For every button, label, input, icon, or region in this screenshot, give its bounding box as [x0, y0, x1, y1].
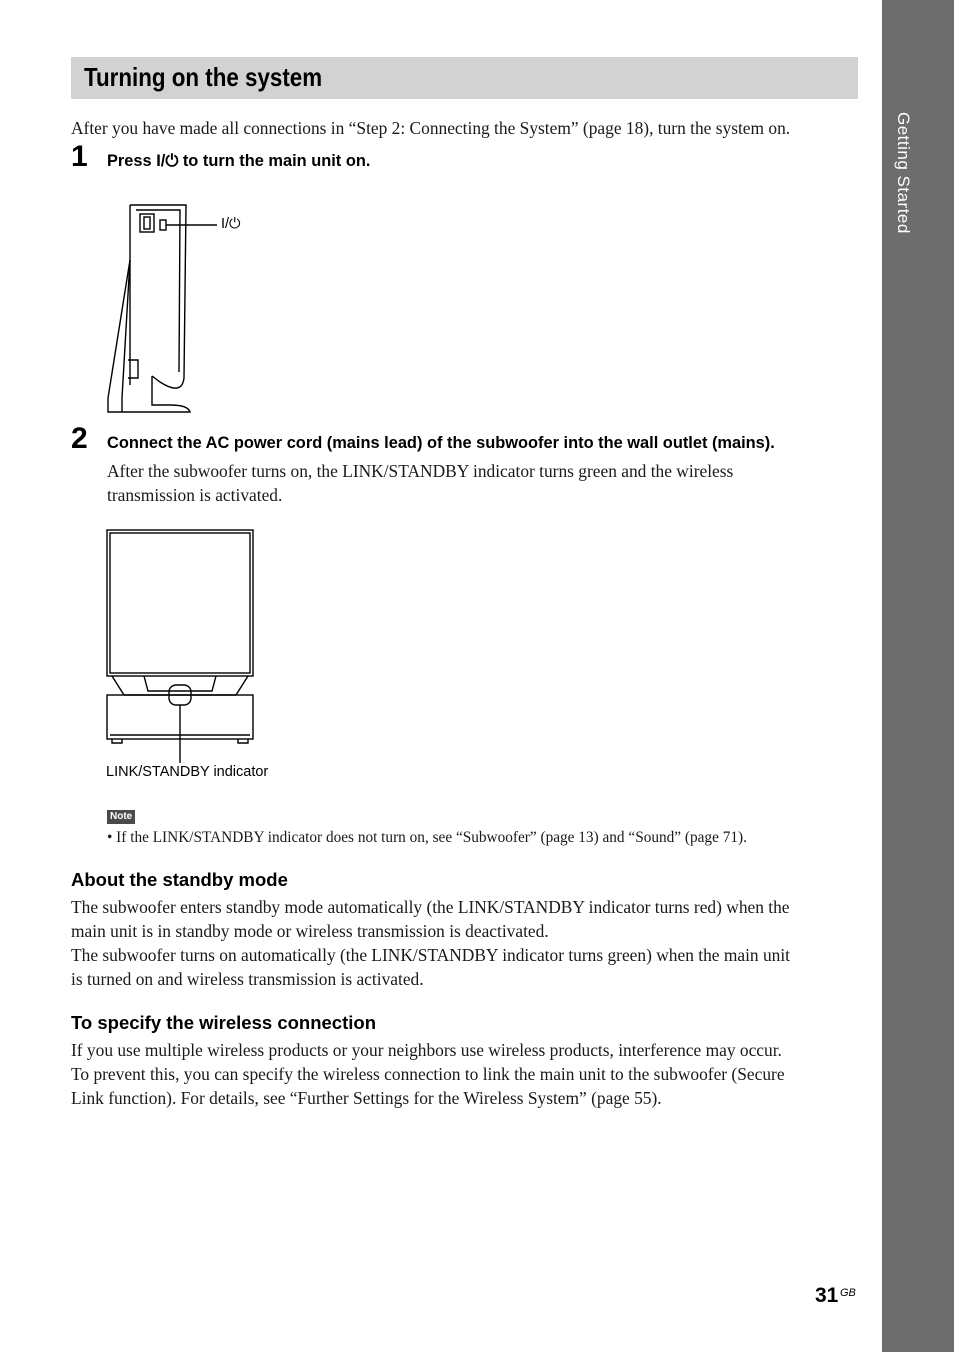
subwoofer-illustration	[100, 525, 270, 770]
standby-line-1: The subwoofer enters standby mode automatically (the LINK/STANDBY indicator turns red) when the	[71, 897, 790, 917]
page-number-suffix: GB	[840, 1287, 856, 1299]
step-2-heading: Connect the AC power cord (mains lead) of the subwoofer into the wall outlet (mains).	[107, 434, 775, 452]
note-text: • If the LINK/STANDBY indicator does not turn on, see “Subwoofer” (page 13) and “Sound” (page 71).	[107, 829, 747, 846]
main-unit-illustration	[100, 200, 260, 420]
wireless-line-1: If you use multiple wireless products or your neighbors use wireless products, interference may occur.	[71, 1040, 782, 1060]
step-2-body-line2: transmission is activated.	[107, 485, 283, 505]
title-bar	[71, 57, 858, 99]
step-1-number: 1	[71, 140, 88, 173]
step-2-body-line1: After the subwoofer turns on, the LINK/STANDBY indicator turns green and the wireless	[107, 461, 734, 481]
power-button-callout: I/⏻	[221, 216, 241, 232]
standby-line-2: main unit is in standby mode or wireless transmission is deactivated.	[71, 921, 549, 941]
standby-heading: About the standby mode	[71, 869, 288, 890]
step-2-number: 2	[71, 422, 88, 455]
step-1-heading: Press I/⏻ to turn the main unit on.	[107, 152, 371, 170]
note-badge: Note	[107, 810, 135, 824]
wireless-line-3: Link function). For details, see “Further Settings for the Wireless System” (page 55).	[71, 1088, 662, 1108]
page-title: Turning on the system	[84, 62, 323, 92]
wireless-line-2: To prevent this, you can specify the wireless connection to link the main unit to the subwoofer (Secure	[71, 1064, 785, 1084]
link-standby-callout: LINK/STANDBY indicator	[106, 764, 269, 780]
intro-paragraph: After you have made all connections in “Step 2: Connecting the System” (page 18), turn the system on.	[71, 118, 791, 138]
standby-line-4: is turned on and wireless transmission is activated.	[71, 969, 424, 989]
standby-line-3: The subwoofer turns on automatically (the LINK/STANDBY indicator turns green) when the main unit	[71, 945, 791, 965]
section-tab-label: Getting Started	[894, 112, 913, 234]
wireless-heading: To specify the wireless connection	[71, 1012, 376, 1033]
page-number: 31	[815, 1284, 839, 1307]
